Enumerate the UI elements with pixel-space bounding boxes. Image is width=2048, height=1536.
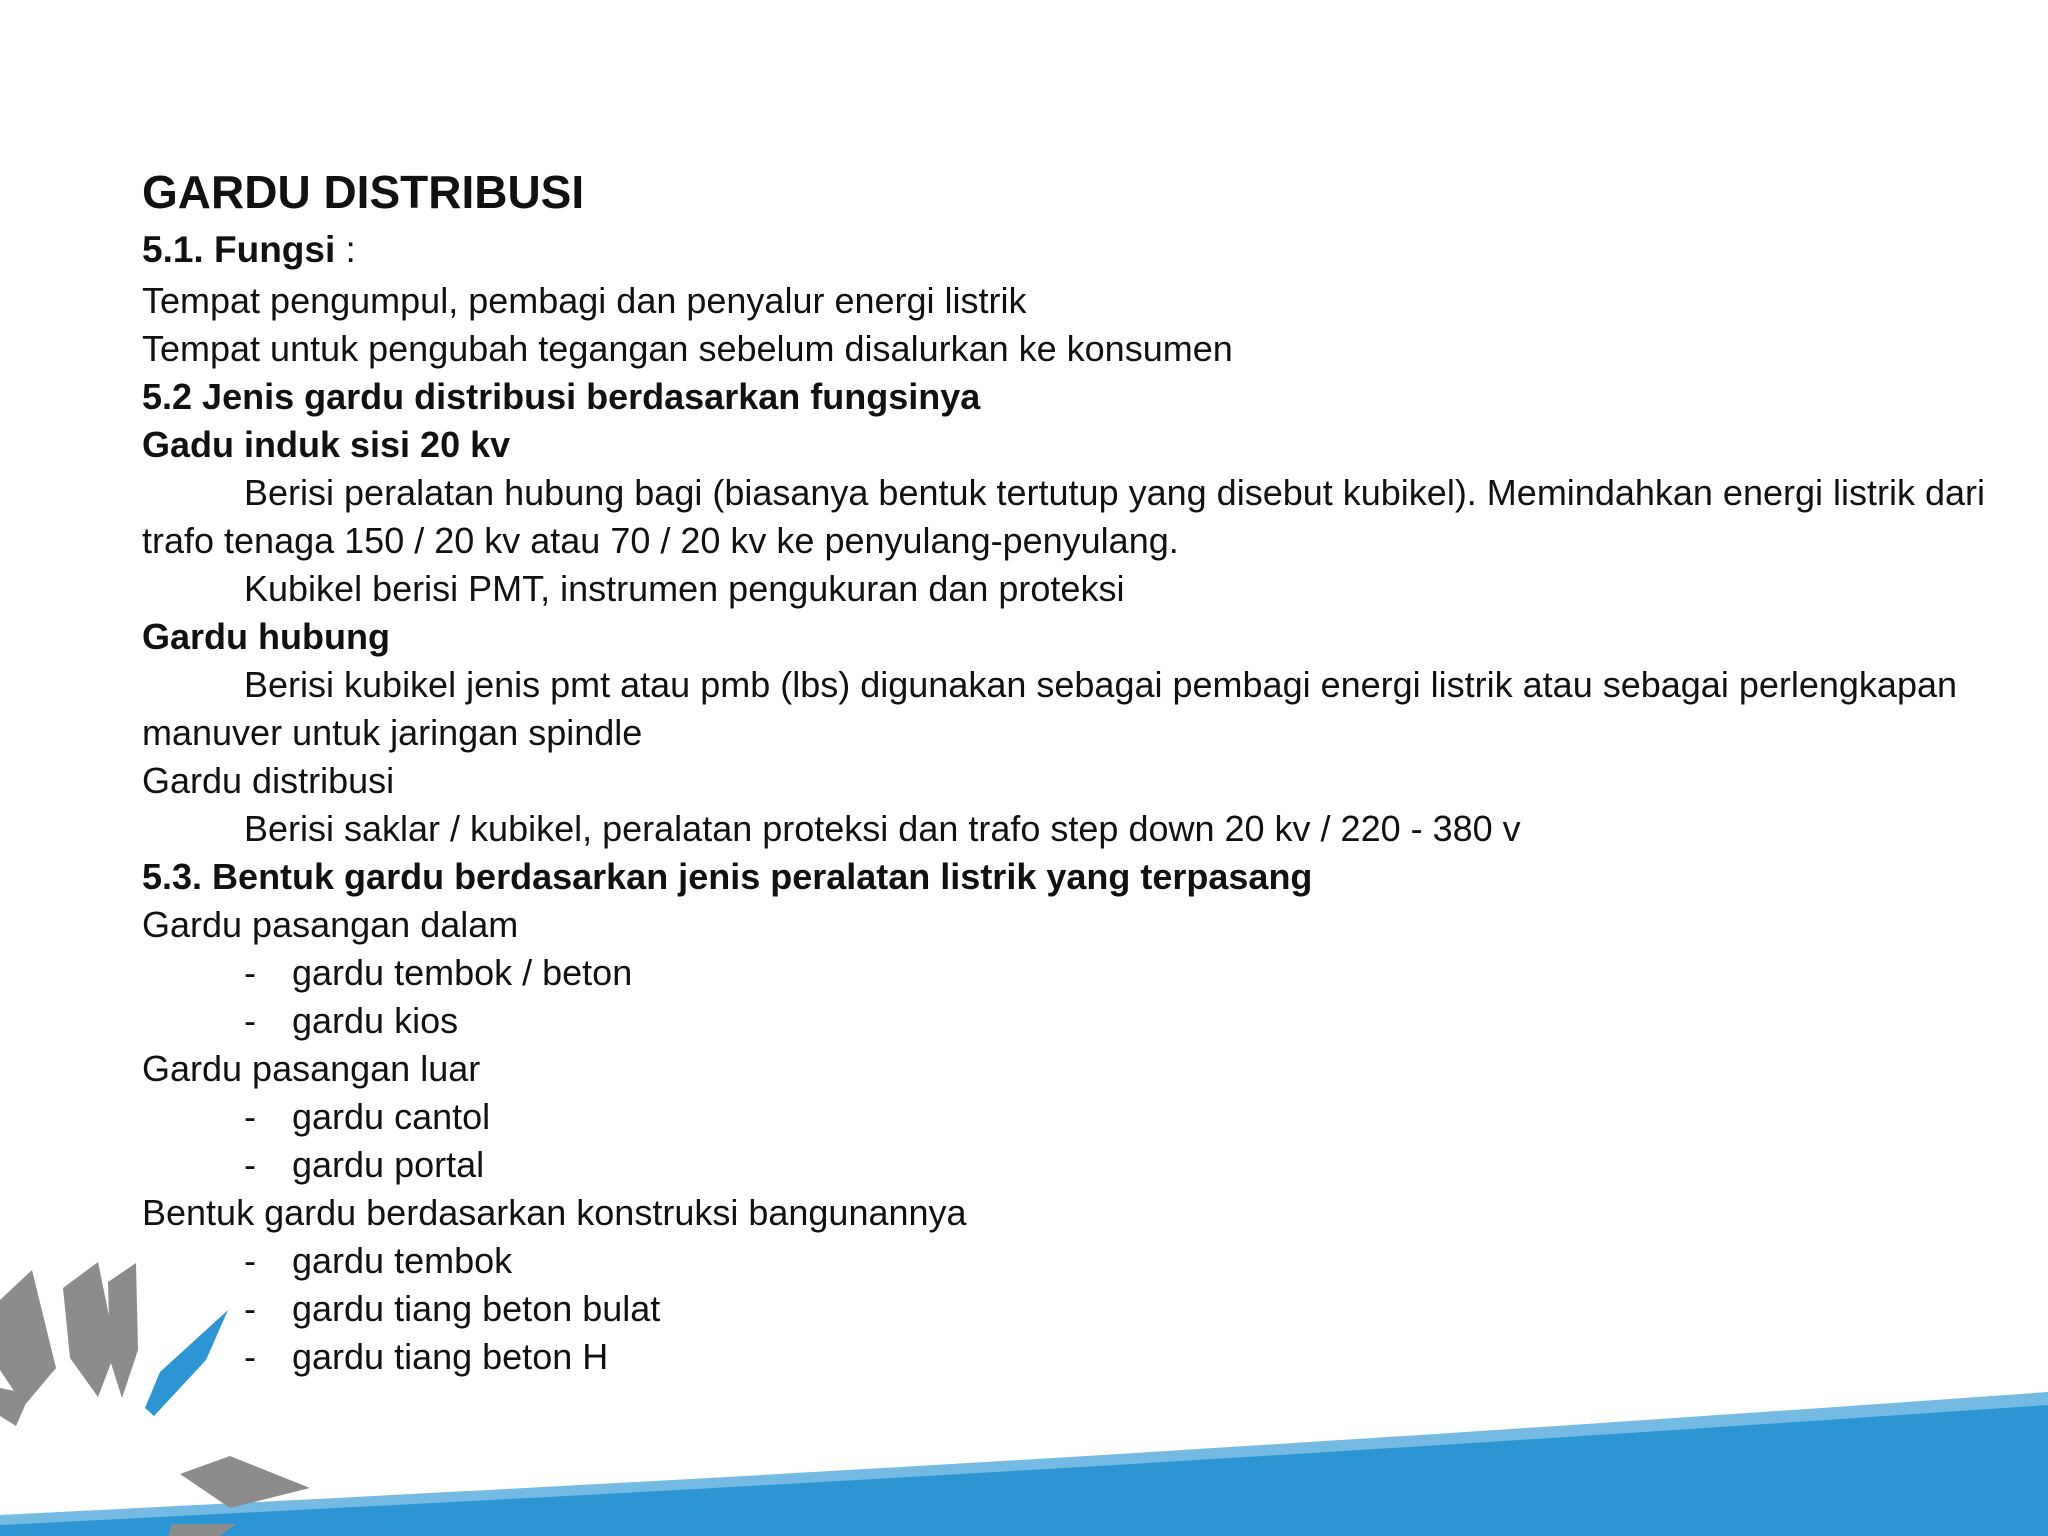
gardu-induk-label: Gadu induk sisi 20 kv bbox=[142, 424, 511, 465]
fungsi-line-2: Tempat untuk pengubah tegangan sebelum disalurkan ke konsumen bbox=[142, 328, 1233, 369]
logo-ray-gray-4 bbox=[180, 1456, 310, 1508]
logo-ray-gray-5 bbox=[0, 1388, 30, 1426]
section-5-2-heading: 5.2 Jenis gardu distribusi berdasarkan fungsinya bbox=[142, 376, 981, 417]
dash-marker: - bbox=[244, 1144, 256, 1185]
dash-marker: - bbox=[244, 1096, 256, 1137]
dash-marker: - bbox=[244, 1336, 256, 1377]
section-5-3-heading: 5.3. Bentuk gardu berdasarkan jenis peralatan listrik yang terpasang bbox=[142, 856, 1313, 897]
pasangan-dalam-label: Gardu pasangan dalam bbox=[142, 904, 519, 945]
list-item-text: gardu tembok bbox=[292, 1240, 513, 1281]
pasangan-luar-label: Gardu pasangan luar bbox=[142, 1048, 481, 1089]
logo-ray-gray-3 bbox=[108, 1263, 138, 1398]
dash-marker: - bbox=[244, 1240, 256, 1281]
list-item-text: gardu tiang beton H bbox=[292, 1336, 609, 1377]
list-item bbox=[142, 1093, 2012, 1141]
list-item bbox=[142, 1333, 2012, 1381]
list-item-text: gardu cantol bbox=[292, 1096, 491, 1137]
fungsi-line-1: Tempat pengumpul, pembagi dan penyalur energi listrik bbox=[142, 280, 1027, 321]
gardu-hubung-label: Gardu hubung bbox=[142, 616, 390, 657]
slide-title: GARDU DISTRIBUSI bbox=[142, 166, 585, 218]
gardu-distribusi-label: Gardu distribusi bbox=[142, 760, 395, 801]
list-item bbox=[142, 1141, 2012, 1189]
dash-marker: - bbox=[244, 952, 256, 993]
gardu-distribusi-desc: Berisi saklar / kubikel, peralatan proteksi dan trafo step down 20 kv / 220 - 380 v bbox=[244, 808, 1521, 849]
list-item-text: gardu portal bbox=[292, 1144, 485, 1185]
section-5-1-heading-text: 5.1. Fungsi bbox=[142, 229, 336, 270]
list-item bbox=[142, 949, 2012, 997]
konstruksi-label: Bentuk gardu berdasarkan konstruksi bangunannya bbox=[142, 1192, 967, 1233]
list-item-text: gardu tiang beton bulat bbox=[292, 1288, 661, 1329]
list-item bbox=[142, 1237, 2012, 1285]
list-item-text: gardu kios bbox=[292, 1000, 459, 1041]
section-5-1-colon: : bbox=[335, 229, 356, 270]
list-item-text: gardu tembok / beton bbox=[292, 952, 633, 993]
gardu-induk-desc: Berisi peralatan hubung bagi (biasanya bentuk tertutup yang disebut kubikel). Memindahkan energi listrik dari trafo tenaga 150 / 20 kv atau 70 / 20 kv ke penyulang-penyulang. bbox=[142, 472, 1986, 561]
logo-ray-gray-1 bbox=[0, 1270, 56, 1406]
slide-content bbox=[142, 161, 2012, 1381]
gardu-hubung-desc: Berisi kubikel jenis pmt atau pmb (lbs) digunakan sebagai pembagi energi listrik atau sebagai perlengkapan manuver untuk jaringan spindle bbox=[142, 664, 1958, 753]
dash-marker: - bbox=[244, 1000, 256, 1041]
dash-marker: - bbox=[244, 1288, 256, 1329]
gardu-induk-desc-2: Kubikel berisi PMT, instrumen pengukuran dan proteksi bbox=[244, 568, 1125, 609]
list-item bbox=[142, 997, 2012, 1045]
list-item bbox=[142, 1285, 2012, 1333]
section-5-1-heading bbox=[142, 223, 2012, 277]
